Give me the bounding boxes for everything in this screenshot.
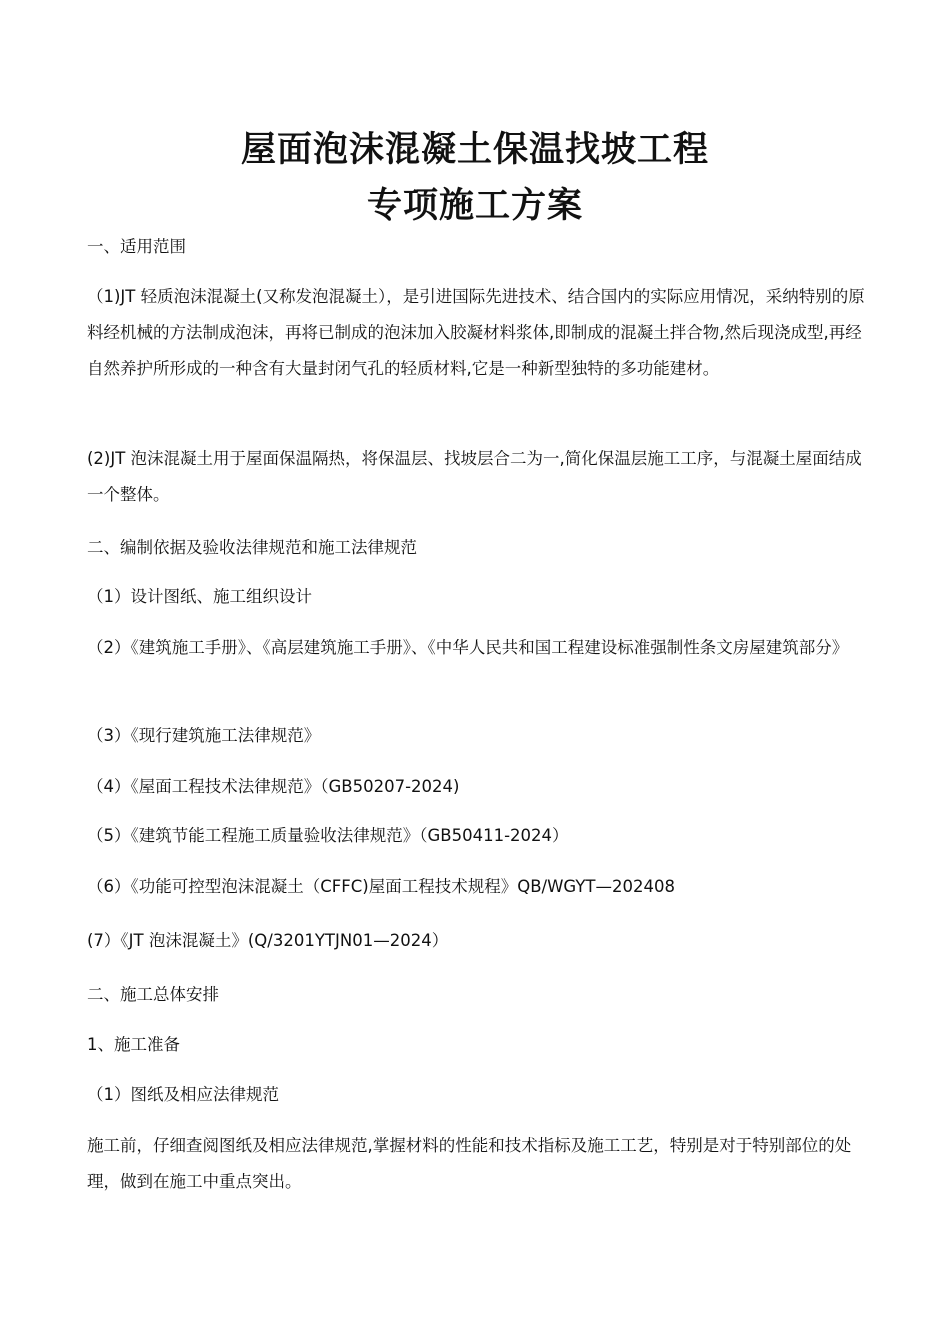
document-title-line2: 专项施工方案 — [366, 186, 583, 226]
subsection-heading-preparation: 1、施工准备 — [87, 1035, 180, 1054]
list-item-basis-3: （3）《现行建筑施工法律规范》 — [87, 726, 321, 745]
section-heading-basis: 二、编制依据及验收法律规范和施工法律规范 — [87, 538, 417, 557]
list-item-basis-2: （2）《建筑施工手册》、《高层建筑施工手册》、《中华人民共和国工程建设标准强制性条文房屋建筑部分》 — [87, 638, 849, 657]
paragraph-scope-2: (2)JT 泡沫混凝土用于屋面保温隔热，将保温层、找坡层合二为一,简化保温层施工工序，与混凝土屋面结成一个整体。 — [87, 449, 862, 504]
paragraph-scope-1: （1)JT 轻质泡沫混凝土(又称发泡混凝土），是引进国际先进技术、结合国内的实际应用情况，采纳特别的原料经机械的方法制成泡沫，再将已制成的泡沫加入胶凝材料浆体,即制成的混凝土拌合物,然后现浇成型,再经自然养护所形成的一种含有大量封闭气孔的轻质材料,它是一种新型独特的多功能建材。 — [87, 287, 865, 378]
section-heading-arrangement: 二、施工总体安排 — [87, 985, 219, 1004]
document-title-line1: 屋面泡沫混凝土保温找坡工程 — [240, 130, 709, 170]
list-item-basis-4: （4）《屋面工程技术法律规范》（GB50207-2024) — [87, 777, 460, 796]
list-item-basis-5: （5）《建筑节能工程施工质量验收法律规范》（GB50411-2024） — [87, 826, 569, 845]
section-heading-scope: 一、适用范围 — [87, 237, 186, 256]
list-item-drawings: （1）图纸及相应法律规范 — [87, 1085, 279, 1104]
paragraph-drawings: 施工前，仔细查阅图纸及相应法律规范,掌握材料的性能和技术指标及施工工艺，特别是对于特别部位的处理，做到在施工中重点突出。 — [87, 1136, 852, 1191]
list-item-basis-1: （1）设计图纸、施工组织设计 — [87, 587, 312, 606]
list-item-basis-6: （6）《功能可控型泡沫混凝土（CFFC)屋面工程技术规程》QB/WGYT—202408 — [87, 877, 675, 896]
list-item-basis-7: (7）《JT 泡沫混凝土》(Q/3201YTJN01—2024） — [87, 931, 449, 950]
